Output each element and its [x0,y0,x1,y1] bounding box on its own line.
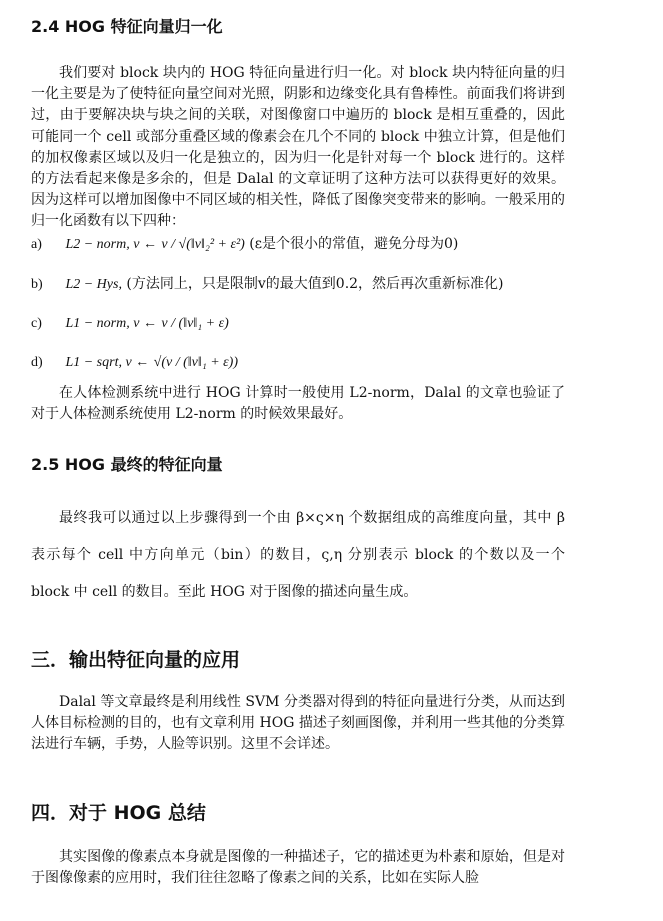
formula-a [31,234,458,255]
formula-d [31,352,238,373]
section-4-title: 四．对于 HOG 总结 [31,802,206,824]
section-3-paragraph-1: Dalal 等文章最终是利用线性 SVM 分类器对得到的特征向量进行分类，从而达到人体目标检测的目的，也有文章利用 HOG 描述子刻画图像，并利用一些其他的分类算法进行车辆，手势，人脸等识别。这里不会详述。 [31,694,565,753]
section-2-5-paragraph-1: 最终我可以通过以上步骤得到一个由 β×ς×η 个数据组成的高维度向量，其中 β 表示每个 cell 中方向单元（bin）的数目，ς,η 分别表示 block 的个数以及一个 block 中 cell 的数目。至此 HOG 对于图像的描述向量生成。 [31,510,565,600]
formula-a-expression: v / √(‖v‖₂² + ε²) [161,237,245,252]
formula-c [31,313,229,334]
formula-d-name: L1 − sqrt, v ← [65,355,150,370]
section-2-5-title: 2.5 HOG 最终的特征向量 [31,455,223,474]
section-2-4-title: 2.4 HOG 特征向量归一化 [31,17,223,36]
formula-a-name: L2 − norm, v ← [65,237,157,252]
formula-a-label: a) [31,237,42,252]
formula-c-expression: v / (‖v‖₁ + ε) [161,316,229,331]
section-4-paragraph-1: 其实图像的像素点本身就是图像的一种描述子，它的描述更为朴素和原始，但是对于图像像素的应用时，我们往往忽略了像素之间的关系，比如在实际人脸 [31,849,565,887]
formula-b-name: L2 − Hys, [65,277,122,292]
formula-d-expression: √(v / (‖v‖₁ + ε)) [153,355,238,370]
section-2-4-paragraph-1: 我们要对 block 块内的 HOG 特征向量进行归一化。对 block 块内特征向量的归一化主要是为了使特征向量空间对光照，阴影和边缘变化具有鲁棒性。前面我们将讲到过，由于要解决块与块之间的关联，对图像窗口中遍历的 block 是相互重叠的，因此可能同一个 cell 或部分重叠区域的像素会在几个不同的 block 中独立计算，但是他们的加权像素区域以及归一化是独立的，因为归一化是针对每一个 block 进行的。这样的方法看起来像是多余的，但是 Dalal 的文章证明了这种方法可以获得更好的效果。因为这样可以增加图像中不同区域的相关性，降低了图像突变带来的影响。一般采用的归一化函数有以下四种： [31,65,565,230]
formula-b-note: (方法同上，只是限制v的最大值到0.2，然后再次重新标准化) [126,276,504,292]
formula-d-label: d) [31,355,43,370]
formula-a-note: (ε是个很小的常值，避免分母为0) [249,236,459,252]
formula-b-label: b) [31,277,43,292]
formula-b [31,274,504,295]
section-2-4-paragraph-2: 在人体检测系统中进行 HOG 计算时一般使用 L2-norm，Dalal 的文章也验证了对于人体检测系统使用 L2-norm 的时候效果最好。 [31,385,565,423]
section-3-title: 三．输出特征向量的应用 [31,649,241,671]
formula-c-name: L1 − norm, v ← [65,316,157,331]
formula-c-label: c) [31,316,42,331]
